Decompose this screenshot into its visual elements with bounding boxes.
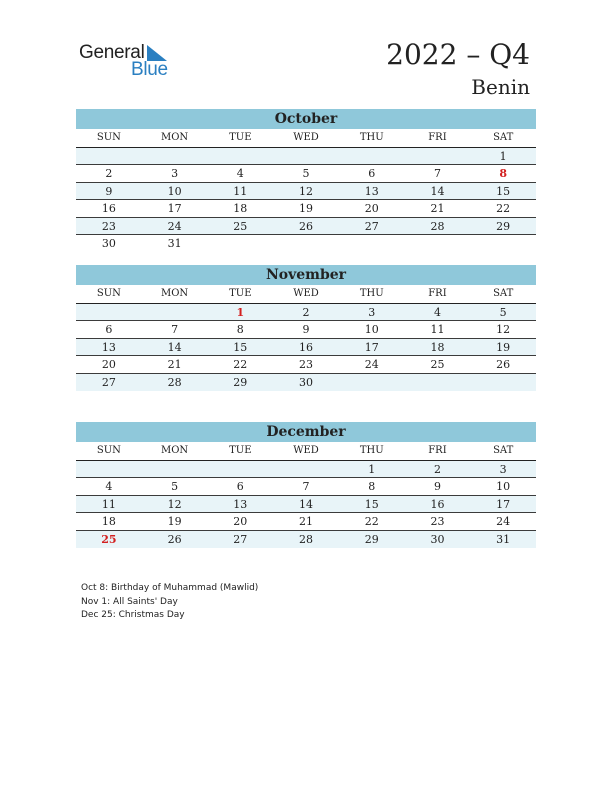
day-cell: 28 [167, 375, 182, 389]
day-cell: 19 [496, 340, 511, 354]
day-cell: 27 [364, 219, 379, 233]
day-cell: 28 [299, 532, 314, 546]
day-cell [470, 235, 536, 253]
day-cell: 22 [496, 202, 511, 215]
week-row [76, 478, 536, 496]
weekday-label: THU [359, 132, 384, 143]
day-cell: 7 [171, 323, 179, 336]
day-cell: 28 [430, 219, 445, 233]
day-cell: 5 [302, 167, 310, 180]
logo-general-text: General [79, 42, 145, 63]
weekday-label: TUE [229, 288, 252, 299]
day-cell [339, 148, 405, 165]
day-cell [207, 235, 273, 253]
day-cell: 7 [433, 167, 441, 180]
day-cell: 18 [430, 340, 445, 354]
day-cell: 27 [101, 375, 116, 389]
day-cell: 14 [430, 184, 445, 198]
week-row [76, 339, 536, 357]
week-row [76, 513, 536, 531]
weekday-label: TUE [229, 132, 252, 143]
day-cell [405, 235, 471, 253]
day-cell: 7 [302, 480, 310, 493]
day-cell: 19 [299, 202, 314, 215]
holiday-note: Dec 25: Christmas Day [81, 610, 185, 620]
day-cell: 6 [105, 323, 113, 336]
weekday-label: SUN [96, 288, 121, 299]
day-cell: 2 [302, 305, 310, 319]
day-cell: 15 [364, 497, 379, 511]
day-cell: 13 [233, 497, 248, 511]
day-cell [339, 235, 405, 253]
day-cell: 25 [233, 219, 248, 233]
day-cell [142, 304, 208, 321]
day-cell: 6 [368, 167, 376, 180]
day-cell: 22 [233, 358, 248, 371]
day-cell: 29 [364, 532, 379, 546]
week-row [76, 461, 536, 479]
day-cell [273, 461, 339, 478]
day-cell: 20 [233, 515, 248, 528]
week-row [76, 374, 536, 392]
day-cell: 3 [499, 462, 507, 476]
day-cell [273, 235, 339, 253]
weekday-header-row [76, 285, 536, 304]
day-cell: 30 [299, 375, 314, 389]
day-cell: 5 [499, 305, 507, 319]
day-cell: 11 [430, 323, 445, 336]
weekday-label: WED [293, 288, 319, 299]
day-cell: 26 [299, 219, 314, 233]
logo-blue-text: Blue [131, 59, 168, 80]
day-cell: 24 [496, 515, 511, 528]
day-cell: 13 [364, 184, 379, 198]
month-october [76, 109, 536, 253]
day-cell: 24 [364, 358, 379, 371]
day-cell: 6 [236, 480, 244, 493]
day-cell: 4 [105, 480, 113, 493]
day-cell: 15 [496, 184, 511, 198]
month-title: November [76, 265, 536, 285]
weekday-label: SAT [493, 288, 514, 299]
day-cell: 27 [233, 532, 248, 546]
day-cell [207, 461, 273, 478]
day-cell: 8 [236, 323, 244, 336]
weekday-label: WED [293, 445, 319, 456]
week-row [76, 183, 536, 201]
day-cell: 21 [430, 202, 445, 215]
weekday-label: MON [160, 288, 189, 299]
page-title: 2022 – Q4 [386, 38, 530, 71]
day-cell: 25 [430, 358, 445, 371]
day-cell [273, 148, 339, 165]
day-cell: 17 [364, 340, 379, 354]
week-row [76, 218, 536, 236]
day-cell: 4 [433, 305, 441, 319]
holiday-day-cell: 25 [101, 532, 117, 546]
day-cell: 14 [167, 340, 182, 354]
day-cell: 9 [433, 480, 441, 493]
day-cell: 31 [496, 532, 511, 546]
day-cell: 23 [101, 219, 116, 233]
day-cell: 29 [233, 375, 248, 389]
holiday-note: Nov 1: All Saints' Day [81, 596, 178, 607]
day-cell: 30 [101, 237, 116, 250]
weekday-label: SAT [493, 445, 514, 456]
day-cell [470, 374, 536, 392]
week-row [76, 235, 536, 253]
day-cell [339, 374, 405, 392]
weekday-label: WED [293, 132, 319, 143]
day-cell: 12 [496, 323, 511, 336]
weekday-label: FRI [428, 445, 447, 456]
weekday-label: TUE [229, 445, 252, 456]
day-cell: 18 [233, 202, 248, 215]
day-cell: 18 [101, 515, 116, 528]
holiday-day-cell: 8 [499, 167, 507, 180]
day-cell: 20 [364, 202, 379, 215]
day-cell: 21 [167, 358, 182, 371]
day-cell: 26 [167, 532, 182, 546]
week-row [76, 148, 536, 166]
day-cell [405, 148, 471, 165]
day-cell: 12 [167, 497, 182, 511]
logo [79, 42, 179, 82]
week-row [76, 304, 536, 322]
day-cell: 20 [101, 358, 116, 371]
day-cell [207, 148, 273, 165]
holiday-note: Oct 8: Birthday of Muhammad (Mawlid) [81, 583, 259, 593]
week-row [76, 496, 536, 514]
week-row [76, 165, 536, 183]
day-cell: 17 [496, 497, 511, 511]
day-cell: 14 [299, 497, 314, 511]
day-cell: 2 [433, 462, 441, 476]
weekday-label: MON [160, 445, 189, 456]
day-cell: 3 [171, 167, 179, 180]
week-row [76, 321, 536, 339]
weekday-label: SUN [96, 132, 121, 143]
weekday-label: SAT [493, 132, 514, 143]
day-cell: 21 [299, 515, 314, 528]
day-cell: 10 [364, 323, 379, 336]
day-cell: 22 [364, 515, 379, 528]
day-cell: 23 [299, 358, 314, 371]
day-cell: 1 [368, 462, 376, 476]
day-cell: 4 [236, 167, 244, 180]
day-cell: 19 [167, 515, 182, 528]
month-december [76, 422, 536, 548]
day-cell: 3 [368, 305, 376, 319]
day-cell: 26 [496, 358, 511, 371]
month-title: December [76, 422, 536, 442]
week-row [76, 356, 536, 374]
day-cell: 23 [430, 515, 445, 528]
day-cell [76, 461, 142, 478]
day-cell: 29 [496, 219, 511, 233]
day-cell: 1 [499, 149, 507, 163]
day-cell [76, 304, 142, 321]
week-row [76, 200, 536, 218]
day-cell: 31 [167, 237, 182, 250]
day-cell: 10 [496, 480, 511, 493]
day-cell: 15 [233, 340, 248, 354]
day-cell [142, 148, 208, 165]
day-cell: 12 [299, 184, 314, 198]
day-cell: 9 [302, 323, 310, 336]
day-cell [76, 148, 142, 165]
weekday-header-row [76, 129, 536, 148]
day-cell: 16 [430, 497, 445, 511]
holiday-notes [81, 582, 258, 623]
day-cell: 24 [167, 219, 182, 233]
day-cell: 11 [101, 497, 116, 511]
day-cell: 16 [101, 202, 116, 215]
day-cell: 2 [105, 167, 113, 180]
day-cell: 13 [101, 340, 116, 354]
week-row [76, 531, 536, 549]
weekday-label: MON [160, 132, 189, 143]
day-cell: 10 [167, 184, 182, 198]
weekday-header-row [76, 442, 536, 461]
weekday-label: FRI [428, 132, 447, 143]
day-cell: 16 [299, 340, 314, 354]
day-cell [405, 374, 471, 392]
day-cell: 5 [171, 480, 179, 493]
country-name: Benin [471, 75, 530, 99]
day-cell: 17 [167, 202, 182, 215]
weekday-label: THU [359, 288, 384, 299]
day-cell [142, 461, 208, 478]
weekday-label: SUN [96, 445, 121, 456]
weekday-label: THU [359, 445, 384, 456]
day-cell: 9 [105, 184, 113, 198]
day-cell: 30 [430, 532, 445, 546]
holiday-day-cell: 1 [236, 305, 245, 319]
month-november [76, 265, 536, 391]
weekday-label: FRI [428, 288, 447, 299]
day-cell: 11 [233, 184, 248, 198]
month-title: October [76, 109, 536, 129]
day-cell: 8 [368, 480, 376, 493]
